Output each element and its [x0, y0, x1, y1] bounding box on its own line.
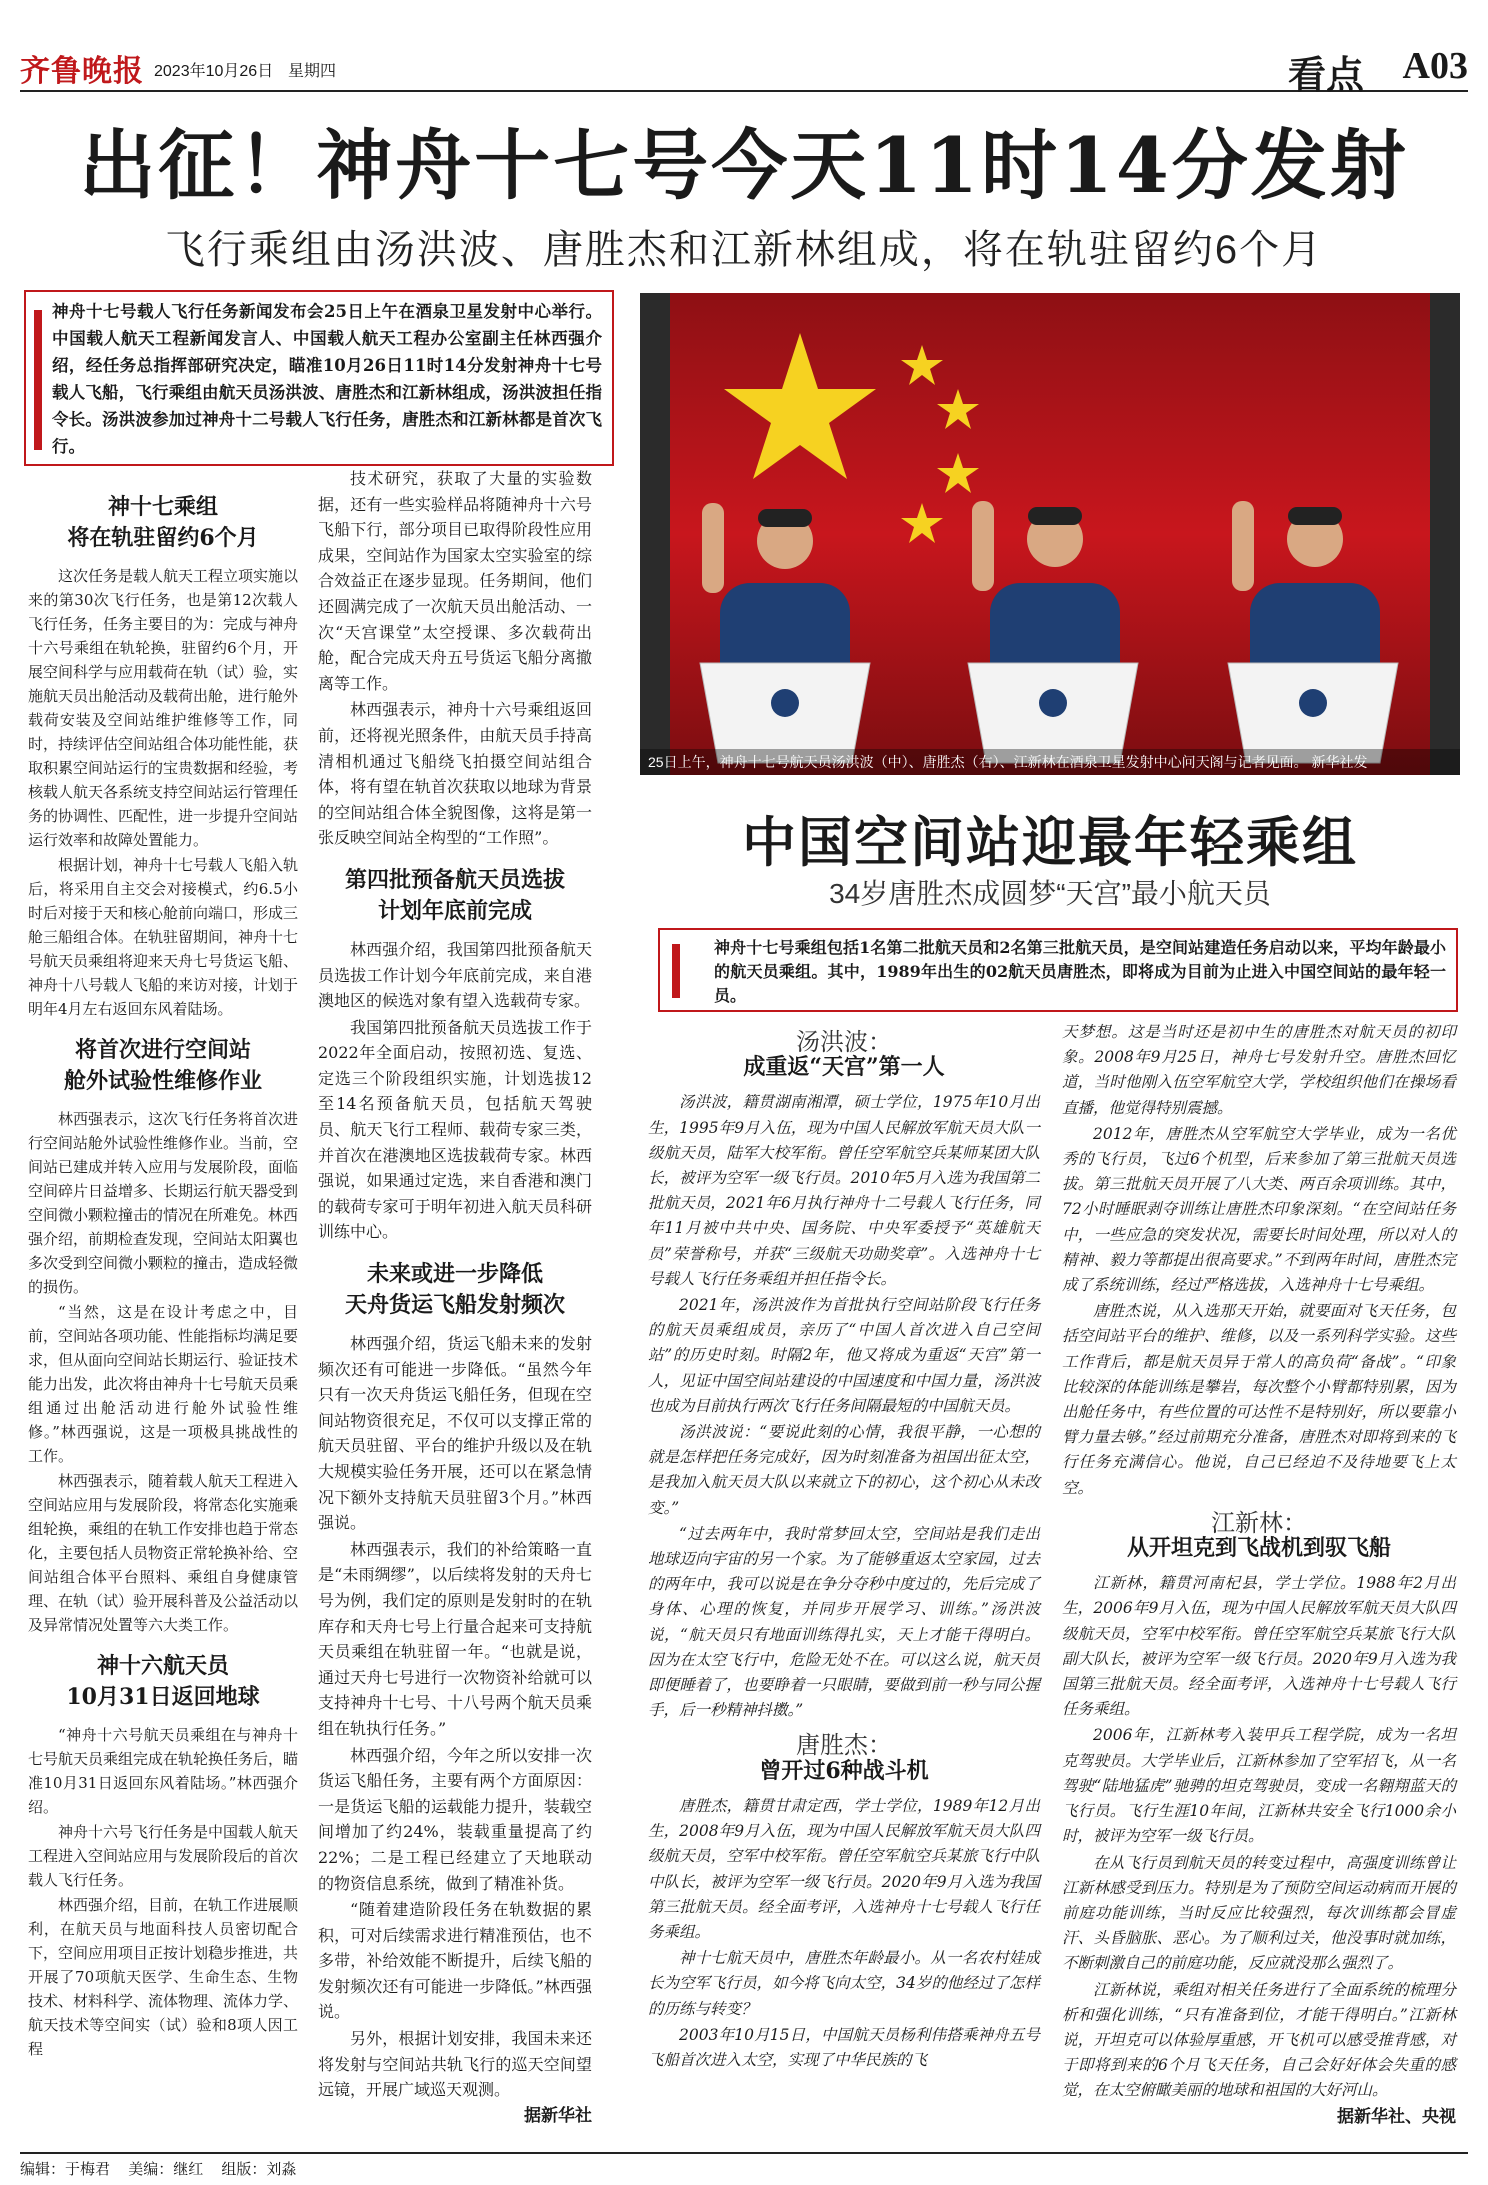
paragraph: 我国第四批预备航天员选拔工作于2022年全面启动，按照初选、复选、定选三个阶段组织实施，计划选拔12至14名预备航天员，包括航天驾驶员、航天飞行工程师、载荷专家三类，并首次在港澳地区选拔载荷专家。林西强说，如果通过定选，来自香港和澳门的载荷专家可于明年初进入航天员科研训练中心。 — [318, 1017, 592, 1242]
article1-lead: 神舟十七号载人飞行任务新闻发布会25日上午在酒泉卫星发射中心举行。中国载人航天工程新闻发言人、中国载人航天工程办公室副主任林西强介绍，经任务总指挥部研究决定，瞄准10月26日11时14分发射神舟十七号载人飞船，飞行乘组由航天员汤洪波、唐胜杰和江新林组成，汤洪波担任指令长。汤洪波参加过神舟十二号载人飞行任务，唐胜杰和江新林都是首次飞行。 — [24, 290, 614, 466]
masthead — [20, 40, 1468, 97]
section-heading: 神十六航天员 10月31日返回地球 — [66, 1653, 260, 1710]
layout-credit: 组版：刘淼 — [221, 2161, 297, 2178]
article2-headline: 中国空间站迎最年轻乘组 — [742, 810, 1358, 874]
main-subheadline: 飞行乘组由汤洪波、唐胜杰和江新林组成，将在轨驻留约6个月 — [164, 228, 1324, 272]
astronaut-name: 汤洪波： — [796, 1029, 892, 1056]
paragraph: 这次任务是载人航天工程立项实施以来的第30次飞行任务，也是第12次载人飞行任务，任务主要目的为：完成与神舟十六号乘组在轨轮换，驻留约6个月，开展空间科学与应用载荷在轨（试）验，实施航天员出舱活动及载荷出舱，进行舱外载荷安装及空间站维护维修等工作，同时，持续评估空间站组合体功能性能，获取积累空间站运行的宝贵数据和经验，考核载人航天各系统支持空间站运行管理任务的协调性、匹配性，进一步提升空间站运行效率和故障处置能力。 — [28, 567, 299, 849]
photo-illustration — [640, 293, 1460, 775]
paragraph: “当然，这是在设计考虑之中，目前，空间站各项功能、性能指标均满足要求，但从面向空间站长期运行、验证技术能力出发，此次将由神舟十七号航天员乘组通过出舱活动进行舱外试验性维修。”林西强说，这是一项极具挑战性的工作。 — [28, 1303, 299, 1465]
article2-column-2 — [1062, 1020, 1456, 2130]
newspaper-logo: 齐鲁晚报 — [20, 54, 144, 89]
paragraph: 林西强表示，我们的补给策略一直是“未雨绸缪”，以后续将发射的天舟七号为例，我们定的原则是发射时的在轨库存和天舟七号上行量合起来可支持航天员乘组在轨驻留一年。“也就是说，通过天舟七号进行一次物资补给就可以支持神舟十七号、十八号两个航天员乘组在轨执行任务。” — [318, 1539, 592, 1738]
paragraph: 汤洪波说：“要说此刻的心情，我很平静，一心想的就是怎样把任务完成好，因为时刻准备为祖国出征太空，是我加入航天员大队以来就立下的初心，这个初心从未改变。” — [648, 1423, 1040, 1517]
paragraph: 林西强介绍，今年之所以安排一次货运飞船任务，主要有两个方面原因：一是货运飞船的运载能力提升，装载空间增加了约24%，装载重量提高了约22%；二是工程已经建立了天地联动的物资信息系统，做到了精准补货。 — [318, 1745, 592, 1893]
page-number: A03 — [1402, 45, 1468, 87]
paragraph: 2021年，汤洪波作为首批执行空间站阶段飞行任务的航天员乘组成员，亲历了“中国人首次进入自己空间站”的历史时刻。时隔2年，他又将成为重返“天宫”第一人，见证中国空间站建设的中国速度和中国力量，汤洪波也成为目前执行两次飞行任务间隔最短的中国航天员。 — [648, 1296, 1040, 1415]
section-heading: 将首次进行空间站 舱外试验性维修作业 — [63, 1037, 262, 1094]
paragraph: 神十七航天员中，唐胜杰年龄最小。从一名农村娃成长为空军飞行员，如今将飞向太空，34岁的他经过了怎样的历练与转变？ — [648, 1949, 1040, 2018]
paragraph: 汤洪波，籍贯湖南湘潭，硕士学位，1975年10月出生，1995年9月入伍，现为中国人民解放军航天员大队一级航天员，陆军大校军衔。曾任空军航空兵某师某团大队长，被评为空军一级飞行员。2010年5月入选为我国第二批航天员，2021年6月执行神舟十二号载人飞行任务，同年11月被中共中央、国务院、中央军委授予“英雄航天员”荣誉称号，并获“三级航天功勋奖章”。入选神舟十七号载人飞行任务乘组并担任指令长。 — [648, 1093, 1040, 1288]
article2-lead: 神舟十七号乘组包括1名第二批航天员和2名第三批航天员，是空间站建造任务启动以来，平均年龄最小的航天员乘组。其中，1989年出生的02航天员唐胜杰，即将成为目前为止进入中国空间站的最年轻一员。 — [658, 928, 1458, 1012]
paragraph: 唐胜杰，籍贯甘肃定西，学士学位，1989年12月出生，2008年9月入伍，现为中国人民解放军航天员大队四级航天员，空军中校军衔。曾任空军航空兵某旅飞行中队中队长，被评为空军一级飞行员。2020年9月入选为我国第三批航天员。经全面考评，入选神舟十七号载人飞行任务乘组。 — [648, 1796, 1040, 1941]
designer-credit: 美编：继红 — [128, 2161, 204, 2178]
paragraph: 2003年10月15日，中国航天员杨利伟搭乘神舟五号飞船首次进入太空，实现了中华民族的飞 — [648, 2025, 1040, 2069]
profile-heading: 成重返“天宫”第一人 — [743, 1054, 945, 1081]
paragraph: 林西强介绍，我国第四批预备航天员选拔工作计划今年底前完成，来自港澳地区的候选对象有望入选载荷专家。 — [318, 939, 592, 1011]
paragraph: 技术研究，获取了大量的实验数据，还有一些实验样品将随神舟十六号飞船下行，部分项目已取得阶段性应用成果，空间站作为国家太空实验室的综合效益正在逐步显现。任务期间，他们还圆满完成了一次航天员出舱活动、一次“天宫课堂”太空授课、多次载荷出舱，配合完成天舟五号货运飞船分离撤离等工作。 — [318, 469, 592, 693]
astronauts-photo — [640, 293, 1460, 775]
paragraph: 2006年，江新林考入装甲兵工程学院，成为一名坦克驾驶员。大学毕业后，江新林参加了空军招飞，从一名驾驶“陆地猛虎”驰骋的坦克驾驶员，变成一名翱翔蓝天的飞行员。飞行生涯10年间，江新林共安全飞行1000余小时，被评为空军一级飞行员。 — [1062, 1726, 1456, 1846]
paragraph: 林西强表示，神舟十六号乘组返回前，还将视光照条件，由航天员手持高清相机通过飞船绕飞拍摄空间站组合体，将有望在轨首次获取以地球为背景的空间站组合体全貌图像，这将是第一张反映空间站全构型的“工作照”。 — [318, 700, 592, 848]
issue-date: 2023年10月26日 — [154, 63, 274, 80]
paragraph: 根据计划，神舟十七号载人飞船入轨后，将采用自主交会对接模式，约6.5小时后对接于天和核心舱前向端口，形成三舱三船组合体。在轨驻留期间，神舟十七号航天员乘组将迎来天舟七号货运飞船、神舟十八号载人飞船的来访对接，计划于明年4月左右返回东风着陆场。 — [28, 856, 299, 1018]
section-heading: 未来或进一步降低 天舟货运飞船发射频次 — [344, 1261, 565, 1319]
astronaut-name: 唐胜杰： — [796, 1732, 892, 1760]
paragraph: 在从飞行员到航天员的转变过程中，高强度训练曾让江新林感受到压力。特别是为了预防空间运动病而开展的前庭功能训练，当时反应比较强烈，每次训练都会冒虚汗、头昏脑胀、恶心。为了顺利过关，他没事时就加练，不断刺激自己的前庭功能，反应就没那么强烈了。 — [1062, 1853, 1456, 1973]
paragraph: 唐胜杰说，从入选那天开始，就要面对飞天任务，包括空间站平台的维护、维修，以及一系列科学实验。这些工作背后，都是航天员异于常人的高负荷“备战”。“印象比较深的体能训练是攀岩，每次整个小臂都特别累，因为出舱任务中，有些位置的可达性不是特别好，所以要靠小臂力量去够。”经过前期充分准备，唐胜杰对即将到来的飞行任务充满信心。他说，自己已经迫不及待地要飞上太空。 — [1062, 1302, 1456, 1497]
paragraph: 江新林，籍贯河南杞县，学士学位。1988年2月出生，2006年9月入伍，现为中国人民解放军航天员大队四级航天员，空军中校军衔。曾任空军航空兵某旅飞行大队副大队长，被评为空军一级飞行员。2020年9月入选为我国第三批航天员。经全面考评，入选神舟十七号载人飞行任务乘组。 — [1062, 1574, 1456, 1719]
profile-heading: 曾开过6种战斗机 — [759, 1757, 929, 1784]
paragraph: 林西强介绍，货运飞船未来的发射频次还有可能进一步降低。“虽然今年只有一次天舟货运飞船任务，但现在空间站物资很充足，不仅可以支撑正常的航天员驻留、平台的维护升级以及在轨大规模实验任务开展，还可以在紧急情况下额外支持航天员驻留3个月。”林西强说。 — [318, 1334, 592, 1533]
paragraph: 林西强表示，这次飞行任务将首次进行空间站舱外试验性维修作业。当前，空间站已建成并转入应用与发展阶段，面临空间碎片日益增多、长期运行航天器受到空间微小颗粒撞击的情况在所难免。林西强介绍，前期检查发现，空间站太阳翼也多次受到空间微小颗粒的撞击，造成轻微的损伤。 — [28, 1110, 299, 1296]
paragraph: “过去两年中，我时常梦回太空，空间站是我们走出地球迈向宇宙的另一个家。为了能够重返太空家园，过去的两年中，我可以说是在争分夺秒中度过的，先后完成了身体、心理的恢复，并同步开展学习、训练。”汤洪波说，“航天员只有地面训练得扎实，天上才能干得明白。因为在太空飞行中，危险无处不在。可以这么说，航天员即便睡着了，也要睁着一只眼睛，要做到前一秒与同公握手，后一秒精神抖擞。” — [648, 1524, 1040, 1720]
profile-heading: 从开坦克到飞战机到驭飞船 — [1126, 1535, 1391, 1562]
section-name: 看点 — [1287, 52, 1364, 97]
paragraph: 神舟十六号飞行任务是中国载人航天工程进入空间站应用与发展阶段后的首次载人飞行任务。 — [28, 1823, 299, 1889]
photo-caption: 25日上午，神舟十七号航天员汤洪波（中）、唐胜杰（右）、江新林在酒泉卫星发射中心问天阁与记者见面。 新华社发 — [640, 749, 1460, 775]
paragraph: 林西强介绍，目前，在轨工作进展顺利，在航天员与地面科技人员密切配合下，空间应用项目正按计划稳步推进，共开展了70项航天医学、生命生态、生物技术、材料科学、流体物理、流体力学、航天技术等空间实（试）验和8项人因工程 — [28, 1896, 299, 2058]
astronaut-name: 江新林： — [1211, 1509, 1307, 1537]
article1-column-1 — [28, 478, 298, 2062]
paragraph-continued: 天梦想。这是当时还是初中生的唐胜杰对航天员的初印象。2008年9月25日，神舟七号发射升空。唐胜杰回忆道，当时他刚入伍空军航空大学，学校组织他们在操场看直播，他觉得特别震撼。 — [1062, 1023, 1456, 1117]
page-footer — [20, 2152, 1468, 2179]
byline: 据新华社 — [524, 2105, 592, 2126]
paragraph: 2012年，唐胜杰从空军航空大学毕业，成为一名优秀的飞行员，飞过6个机型，后来参加了第三批航天员选拔。第三批航天员开展了八大类、两百余项训练。其中，72小时睡眠剥夺训练让唐胜杰印象深刻。“在空间站任务中，一些应急的突发状况，需要长时间处理，所以对人的精神、毅力等都提出很高要求。”不到两年时间，唐胜杰完成了系统训练，经过严格选拔，入选神舟十七号乘组。 — [1062, 1124, 1456, 1295]
paragraph: “神舟十六号航天员乘组在与神舟十七号航天员乘组完成在轨轮换任务后，瞄准10月31日返回东风着陆场。”林西强介绍。 — [28, 1726, 299, 1816]
section-heading: 神十七乘组 将在轨驻留约6个月 — [67, 494, 259, 551]
article2-subheadline: 34岁唐胜杰成圆梦“天宫”最小航天员 — [829, 878, 1271, 909]
paragraph: 江新林说，乘组对相关任务进行了全面系统的梳理分析和强化训练，“只有准备到位，才能干得明白。”江新林说，开坦克可以体验厚重感，开飞机可以感受推背感，对于即将到来的6个月飞天任务，自己会好好体会失重的感觉，在太空俯瞰美丽的地球和祖国的大好河山。 — [1062, 1980, 1456, 2100]
main-headline: 出征！神舟十七号今天11时14分发射 — [79, 121, 1409, 210]
article2-column-1 — [648, 1020, 1040, 2074]
issue-weekday: 星期四 — [288, 63, 337, 80]
section-heading: 第四批预备航天员选拔 计划年底前完成 — [344, 866, 565, 924]
paragraph: “随着建造阶段任务在轨数据的累积，可对后续需求进行精准预估，也不多带，补给效能不断提升，后续飞船的发射频次还有可能进一步降低。”林西强说。 — [318, 1900, 592, 2022]
editor-credit: 编辑：于梅君 — [20, 2161, 111, 2178]
byline: 据新华社、央视 — [1337, 2106, 1456, 2127]
article1-column-2 — [318, 466, 592, 2129]
paragraph: 林西强表示，随着载人航天工程进入空间站应用与发展阶段，将常态化实施乘组轮换，乘组的在轨工作安排也趋于常态化，主要包括人员物资正常轮换补给、空间站组合体平台照料、乘组自身健康管理、在轨（试）验开展科普及公益活动以及异常情况处置等六大类工作。 — [28, 1472, 299, 1634]
paragraph: 另外，根据计划安排，我国未来还将发射与空间站共轨飞行的巡天空间望远镜，开展广域巡天观测。 — [318, 2029, 592, 2100]
